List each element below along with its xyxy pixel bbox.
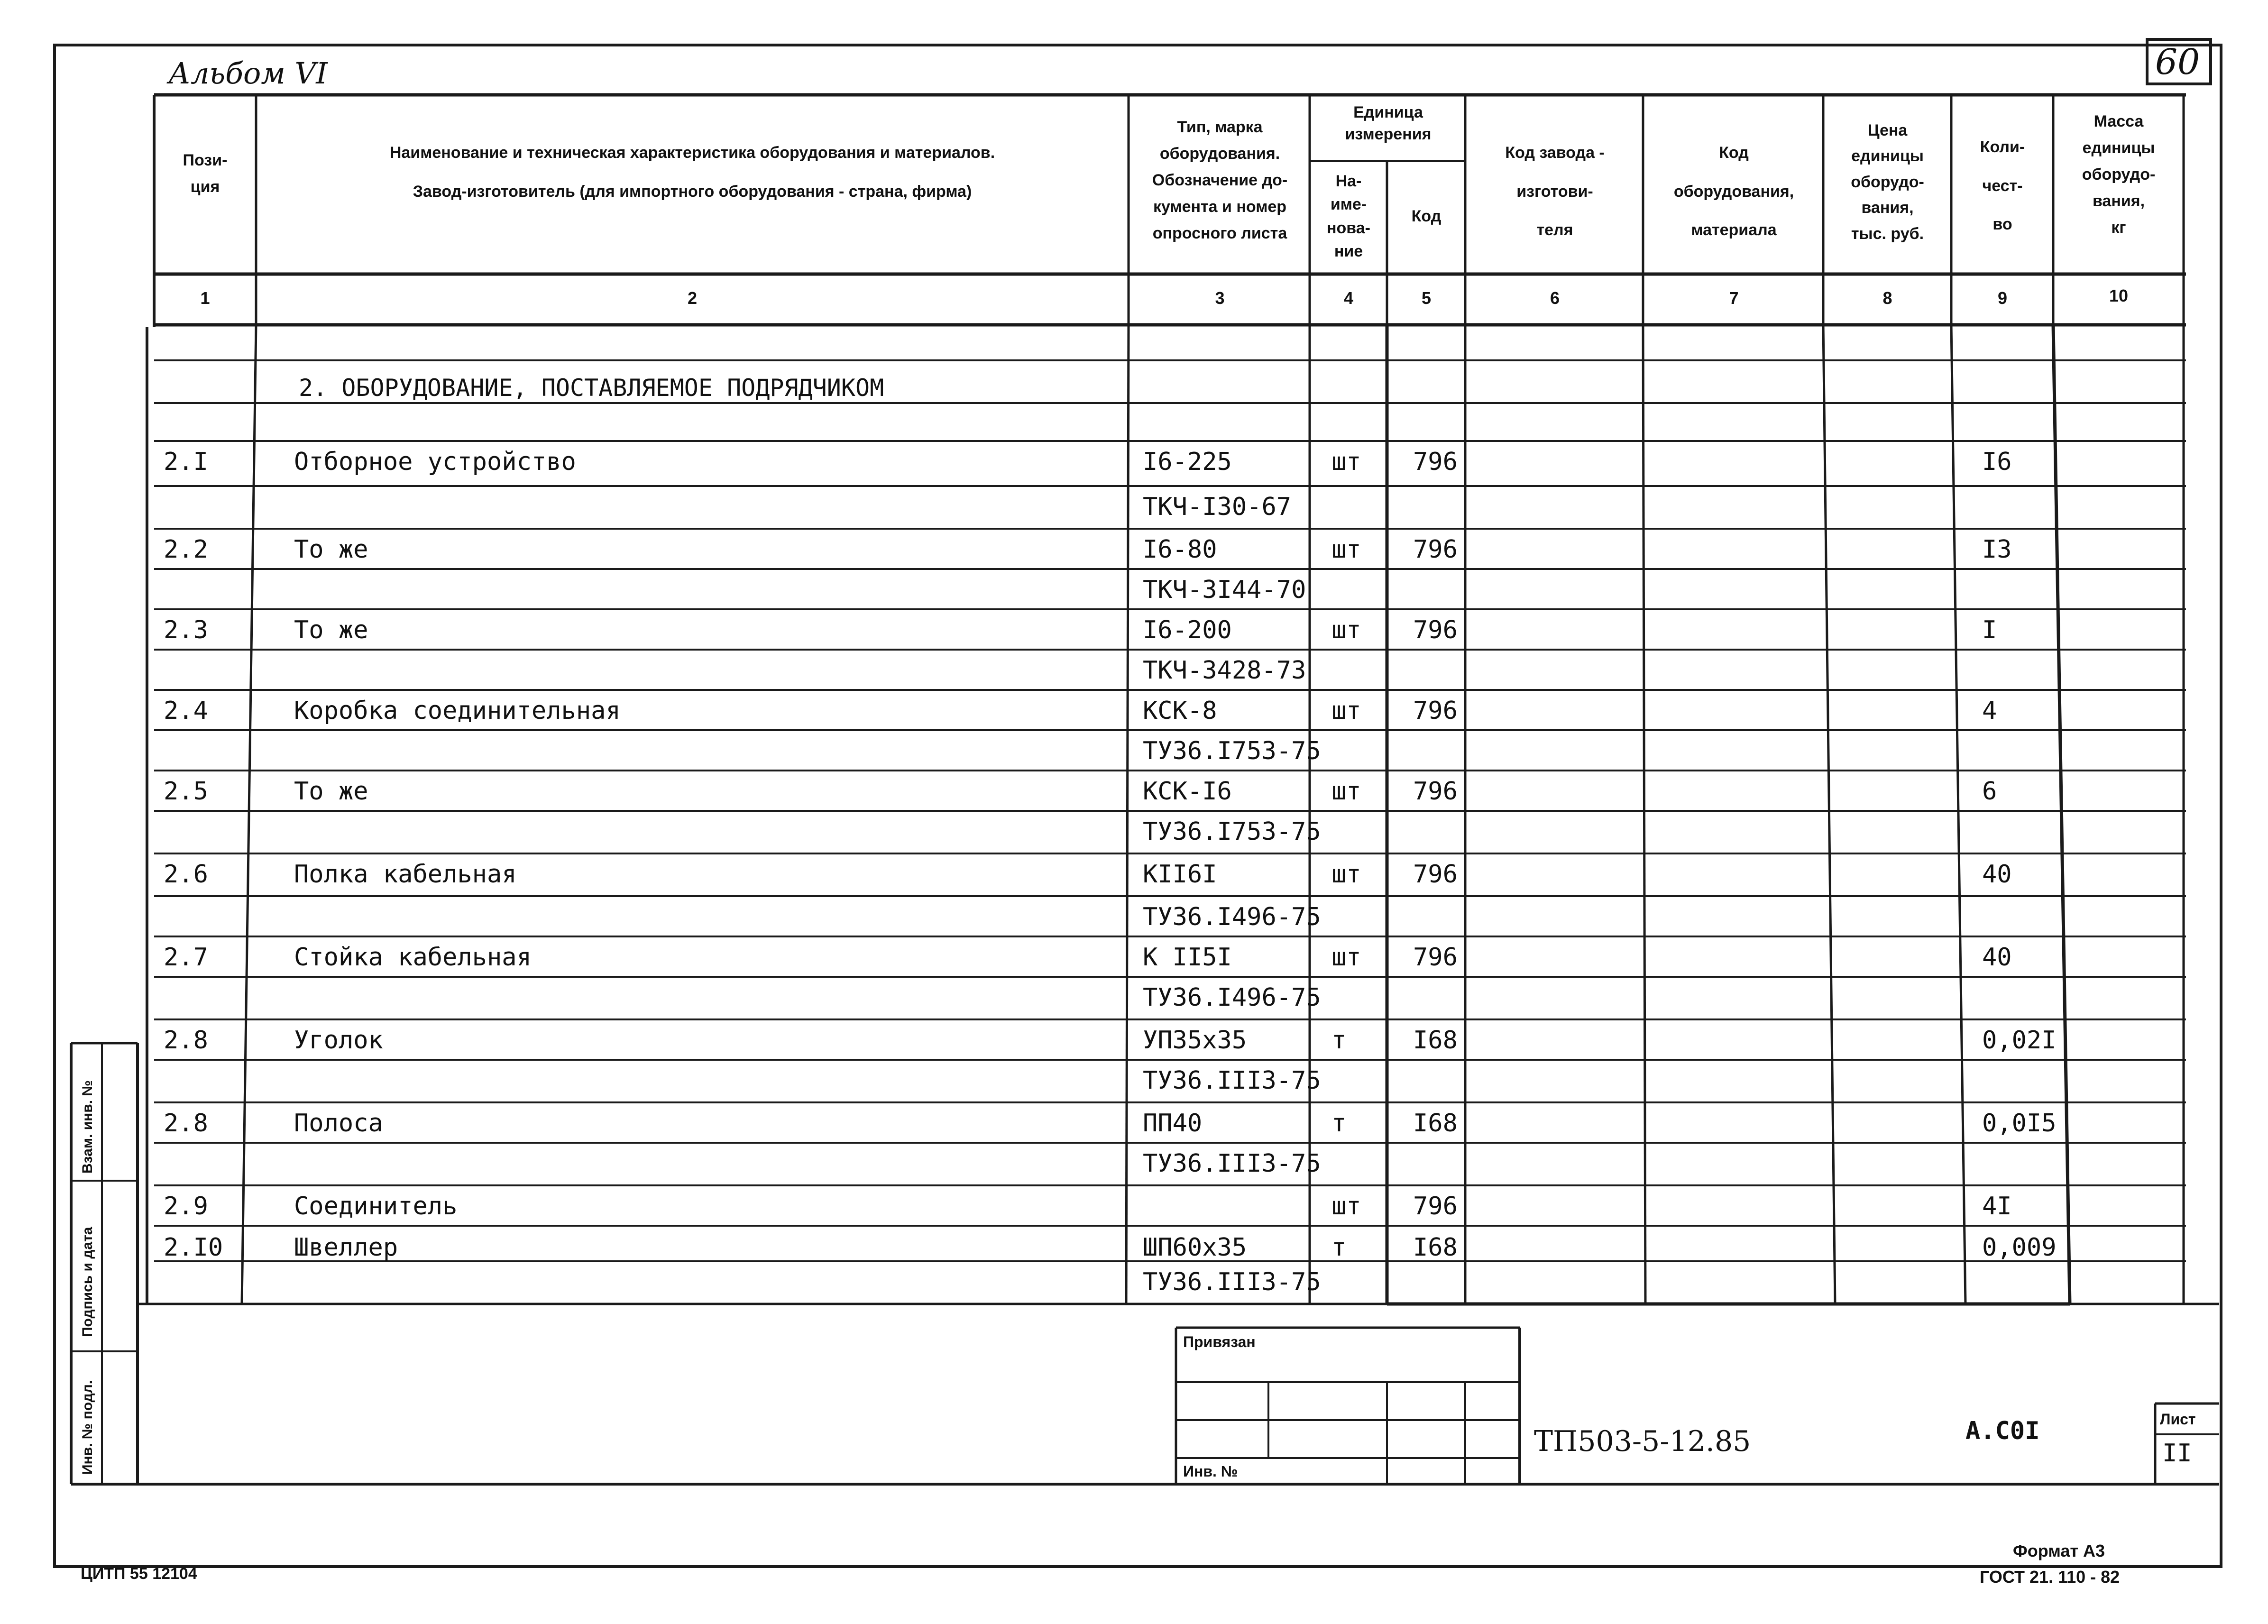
title-privyazan: Привязан [1183,1333,1256,1350]
row-unit-code: 796 [1413,448,1458,476]
col-number-2: 2 [687,288,698,308]
row-type: ТУ36.III3-75 [1143,1268,1321,1296]
row-type: КII6I [1143,860,1217,889]
title-inv-no: Инв. № [1183,1463,1238,1480]
row-type: I6-200 [1143,616,1232,644]
row-position: 2.8 [164,1109,208,1138]
row-quantity: 40 [1982,943,2012,972]
row-quantity: 6 [1982,777,1997,806]
row-type: ПП40 [1143,1109,1203,1138]
row-position: 2.8 [164,1026,208,1055]
row-type: I6-80 [1143,535,1217,564]
stamp-vzam-inv: Взам. инв. № [80,1080,95,1174]
footer-format: Формат А3 [2013,1541,2105,1560]
col-number-1: 1 [200,288,210,308]
row-position: 2.I0 [164,1233,223,1262]
row-unit: шт [1331,448,1361,476]
col-header-mass: Масса единицы оборудо- вания, кг [2082,112,2156,237]
row-type: УП35х35 [1143,1026,1247,1055]
col-number-5: 5 [1421,288,1432,308]
list-label: Лист [2160,1411,2196,1428]
row-name: То же [294,535,368,564]
row-position: 2.4 [164,697,208,725]
row-type: ТКЧ-3I44-70 [1143,576,1306,604]
row-unit: шт [1331,777,1361,806]
row-type: ТКЧ-I30-67 [1143,493,1292,521]
row-unit-code: 796 [1413,616,1458,644]
footer-left: ЦИТП 55 12104 [81,1565,197,1583]
row-type: ТУ36.I753-75 [1143,737,1321,765]
row-unit-code: I68 [1413,1109,1458,1138]
col-number-6: 6 [1550,288,1560,308]
row-position: 2.2 [164,535,208,564]
row-name: То же [294,616,368,644]
album-title: Альбом VI [168,56,328,91]
row-quantity: 0,009 [1982,1233,2057,1262]
doc-code: ТП503-5-12.85 [1534,1425,1751,1458]
row-position: 2.6 [164,860,208,889]
row-type: ТУ36.I753-75 [1143,817,1321,846]
col-header-type: Тип, марка оборудования. Обозначение до- кумента и номер опросного листа [1152,118,1288,243]
row-quantity: 4I [1982,1192,2012,1220]
row-unit-code: I68 [1413,1026,1458,1055]
row-type: ТУ36.I496-75 [1143,903,1321,931]
row-position: 2.I [164,448,208,476]
row-name: Полка кабельная [294,860,517,889]
row-unit: шт [1331,943,1361,972]
col-number-9: 9 [1997,288,2008,308]
row-quantity: I6 [1982,448,2012,476]
row-name: Коробка соединительная [294,697,621,725]
row-name: Отборное устройство [294,448,576,476]
row-type: ТУ36.III3-75 [1143,1149,1321,1178]
stamp-inv-podl: Инв. № подл. [80,1380,95,1475]
row-unit: шт [1331,616,1361,644]
row-unit-code: 796 [1413,943,1458,972]
col-number-7: 7 [1729,288,1739,308]
col-number-3: 3 [1215,288,1225,308]
list-value: II [2162,1439,2192,1468]
col-header-unit-group: Единица измерения [1345,103,1432,143]
row-position: 2.9 [164,1192,208,1220]
row-unit-code: 796 [1413,777,1458,806]
row-position: 2.3 [164,616,208,644]
row-name: Стойка кабельная [294,943,532,972]
row-type: ТКЧ-3428-73 [1143,656,1306,685]
row-unit: шт [1331,860,1361,889]
row-type: ТУ36.I496-75 [1143,983,1321,1012]
row-type: I6-225 [1143,448,1232,476]
row-quantity: I3 [1982,535,2012,564]
row-quantity: 0,02I [1982,1026,2057,1055]
col-header-price: Цена единицы оборудо- вания, тыс. руб. [1851,121,1924,243]
row-type: КСК-I6 [1143,777,1232,806]
col-header-quantity: Коли- чест- во [1980,138,2025,234]
col-header-unit-code: Код [1411,207,1442,225]
row-quantity: 4 [1982,697,1997,725]
row-type: К II5I [1143,943,1232,972]
row-quantity: I [1982,616,1997,644]
col-header-unit-name: На- име- нова- ние [1327,172,1370,260]
row-type: ТУ36.III3-75 [1143,1066,1321,1095]
row-position: 2.7 [164,943,208,972]
row-unit: шт [1331,1192,1361,1220]
row-name: Уголок [294,1026,383,1055]
album-code: А.С0I [1965,1417,2040,1445]
row-name: То же [294,777,368,806]
row-unit-code: 796 [1413,697,1458,725]
footer-gost: ГОСТ 21. 110 - 82 [1980,1567,2120,1587]
col-header-name: Наименование и техническая характеристика оборудования и материалов. Завод-изготовитель (для импортного оборудования - страна, фирма) [389,144,995,201]
col-header-equipment-code: Код оборудования, материала [1673,144,1794,239]
row-name: Полоса [294,1109,383,1138]
row-name: Соединитель [294,1192,458,1220]
row-name: Швеллер [294,1233,398,1262]
row-unit-code: 796 [1413,535,1458,564]
row-unit: т [1331,1109,1347,1138]
col-number-10: 10 [2109,286,2129,305]
row-type: КСК-8 [1143,697,1217,725]
col-number-8: 8 [1882,288,1892,308]
col-header-position: Пози- ция [183,151,228,196]
row-unit-code: 796 [1413,1192,1458,1220]
stamp-podpis-data: Подпись и дата [80,1227,95,1337]
row-position: 2.5 [164,777,208,806]
col-header-factory-code: Код завода - изготови- теля [1505,144,1605,239]
row-unit: т [1331,1233,1347,1262]
corner-sheet-number: 60 [2155,42,2200,83]
row-type: ШП60х35 [1143,1233,1247,1262]
row-quantity: 0,0I5 [1982,1109,2057,1138]
row-quantity: 40 [1982,860,2012,889]
row-unit-code: I68 [1413,1233,1458,1262]
row-unit-code: 796 [1413,860,1458,889]
col-number-4: 4 [1343,288,1354,308]
section-title: 2. ОБОРУДОВАНИЕ, ПОСТАВЛЯЕМОЕ ПОДРЯДЧИКОМ [299,374,884,402]
row-unit: шт [1331,535,1361,564]
row-unit: шт [1331,697,1361,725]
row-unit: т [1331,1026,1347,1055]
